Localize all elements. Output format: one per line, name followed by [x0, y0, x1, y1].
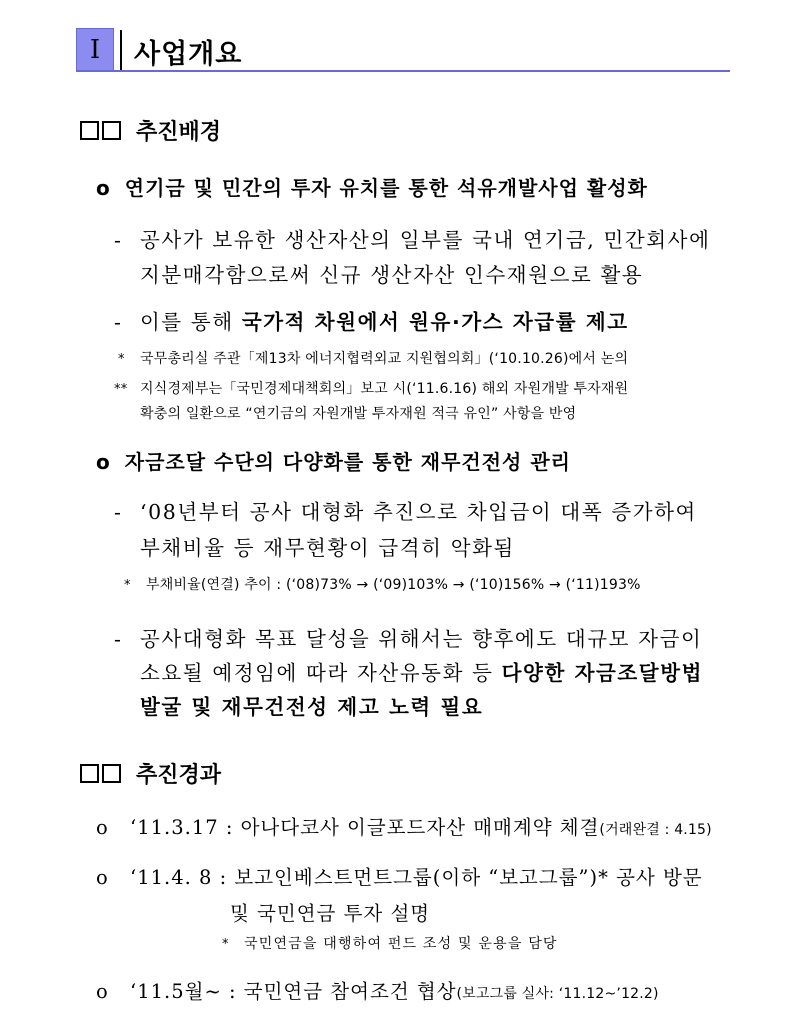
dash-item-continuation: 부채비율 등 재무현황이 급격히 악화됨: [140, 536, 515, 560]
bullet-marker: o: [96, 980, 109, 1003]
dash-item: - 이를 통해 국가적 차원에서 원유·가스 자급률 제고: [114, 310, 629, 334]
square-icon: [102, 764, 121, 783]
header-underline: [76, 70, 730, 72]
dash-item: - ‘08년부터 공사 대형화 추진으로 차입금이 대폭 증가하여: [114, 500, 697, 524]
footnote: * 국무총리실 주관「제13차 에너지협력외교 지원협의회」(‘10.10.26)에서 논의: [118, 351, 629, 367]
section-number-box: [76, 28, 114, 72]
bullet-marker: o: [96, 450, 111, 474]
progress-item: o ‘11.3.17 : 아나다코사 이글포드자산 매매계약 체결(거래완결 : 4.15): [96, 816, 712, 839]
footnote-continuation: 확충의 일환으로 “연기금의 자원개발 투자재원 적극 유인” 사항을 반영: [140, 406, 577, 422]
section-heading-progress: 추진경과: [80, 758, 221, 789]
dash-item: - 공사가 보유한 생산자산의 일부를 국내 연기금, 민간회사에: [114, 228, 711, 252]
progress-item: o ‘11.4. 8 : 보고인베스트먼트그룹(이하 “보고그룹”)* 공사 방문: [96, 866, 703, 889]
dash-item-continuation: 소요될 예정임에 따라 자산유동화 등 다양한 자금조달방법: [140, 661, 704, 685]
bullet-investment: [96, 172, 648, 201]
section-number: I: [89, 35, 101, 65]
bullet-title: 연기금 및 민간의 투자 유치를 통한 석유개발사업 활성화: [124, 176, 648, 200]
dash-item-continuation: 발굴 및 재무건전성 제고 노력 필요: [140, 695, 484, 719]
bullet-finance: [96, 446, 571, 475]
square-icon: [80, 764, 99, 783]
section-heading-background: 추진배경: [80, 115, 221, 146]
bullet-marker: o: [96, 816, 109, 839]
bullet-marker: o: [96, 176, 111, 200]
header-separator: [120, 30, 122, 70]
square-icon: [102, 121, 121, 140]
bullet-title: 자금조달 수단의 다양화를 통한 재무건전성 관리: [124, 450, 571, 474]
page-title: 사업개요: [134, 39, 243, 70]
footnote: ** 지식경제부는「국민경제대책회의」보고 시(‘11.6.16) 해외 자원개발 투자재원: [114, 381, 629, 397]
progress-item-continuation: 및 국민연금 투자 설명: [230, 902, 431, 925]
footnote: * 부채비율(연결) 추이 : (‘08)73% → (‘09)103% → (‘10)156% → (‘11)193%: [124, 577, 641, 593]
bullet-marker: o: [96, 866, 109, 889]
progress-item: o ‘11.5월~ : 국민연금 참여조건 협상(보고그룹 실사: ‘11.12~’12.2): [96, 980, 659, 1003]
footnote: * 국민연금을 대행하여 펀드 조성 및 운용을 담당: [222, 936, 558, 952]
square-icon: [80, 121, 99, 140]
dash-item-continuation: 지분매각함으로써 신규 생산자산 인수재원으로 활용: [140, 263, 644, 287]
dash-item: - 공사대형화 목표 달성을 위해서는 향후에도 대규모 자금이: [114, 627, 703, 651]
